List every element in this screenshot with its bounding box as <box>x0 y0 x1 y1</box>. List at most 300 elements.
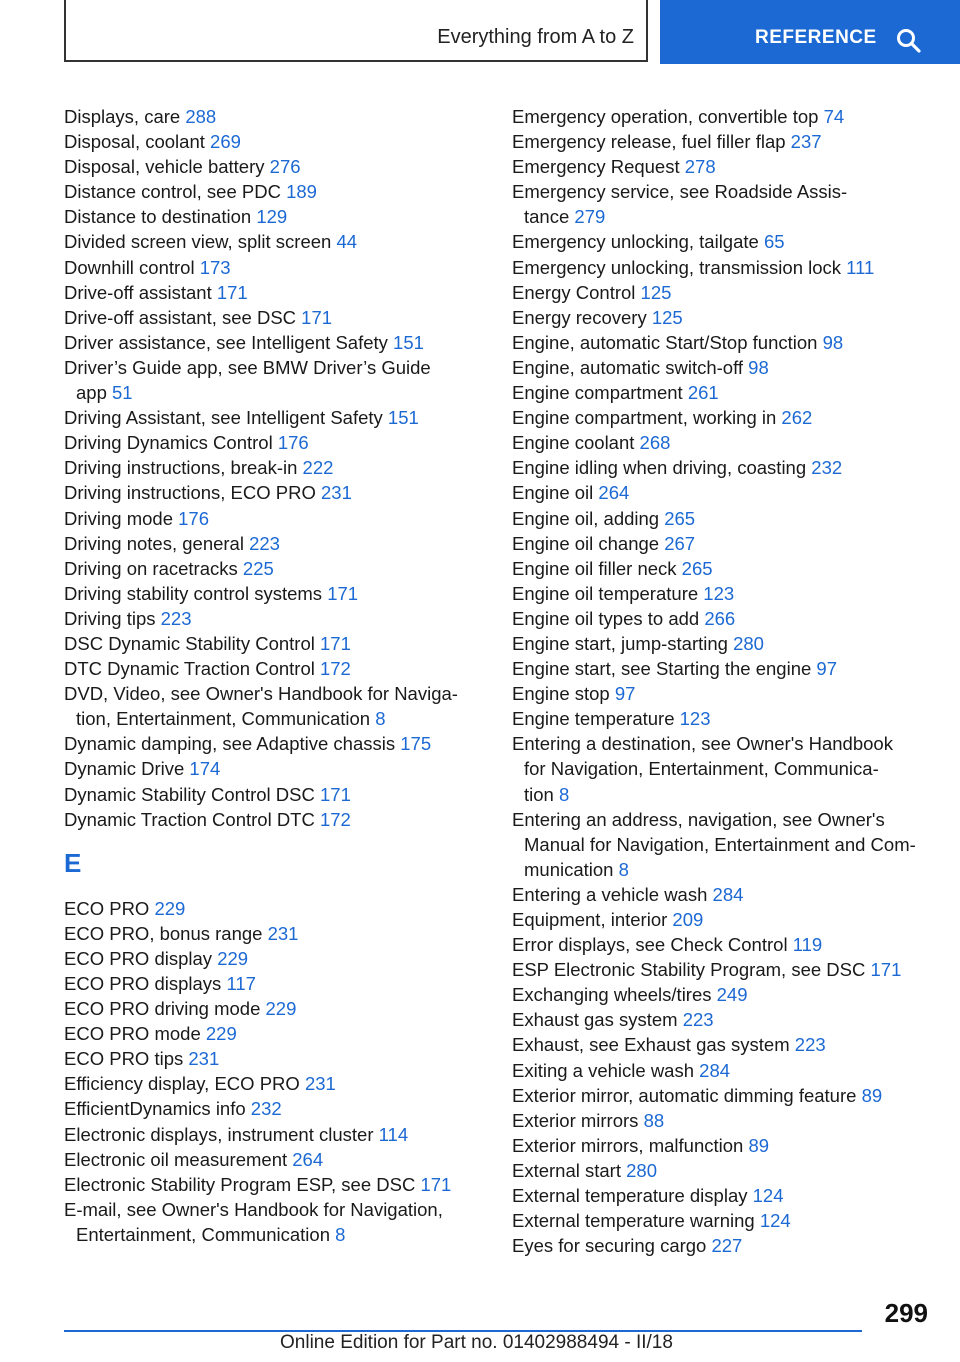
index-entry-text: tance <box>524 206 575 228</box>
index-entry <box>64 971 484 996</box>
page-link[interactable]: 124 <box>759 1210 791 1232</box>
index-entry-text: Emergency unlocking, transmission lock <box>512 256 847 278</box>
page-link[interactable]: 231 <box>321 482 352 504</box>
index-entry <box>512 129 952 154</box>
index-entry-line <box>512 430 952 455</box>
page-link[interactable]: 231 <box>188 1048 220 1070</box>
index-entry-line <box>64 807 484 832</box>
page-link[interactable]: 8 <box>618 858 629 880</box>
index-entry <box>512 405 952 430</box>
page-link[interactable]: 249 <box>716 984 748 1006</box>
index-entry-text: Exhaust, see Exhaust gas system <box>512 1034 795 1056</box>
index-entry-line <box>512 656 952 681</box>
index-entry-line <box>64 996 484 1021</box>
page-link[interactable]: 172 <box>319 658 351 680</box>
index-entry-line <box>512 882 952 907</box>
index-entry-text: tion, Entertainment, Communication <box>76 708 376 730</box>
index-entry-text: Driving on racetracks <box>64 557 243 579</box>
index-entry-text: Exterior mirrors, malfunction <box>512 1134 749 1156</box>
index-entry-line <box>512 1208 952 1233</box>
index-entry-text: ECO PRO driving mode <box>64 998 266 1020</box>
page-link[interactable]: 223 <box>249 532 280 554</box>
index-entry <box>64 731 484 756</box>
page-link[interactable]: 262 <box>781 407 813 429</box>
index-entry-line <box>512 681 952 706</box>
page-link[interactable]: 125 <box>651 306 683 328</box>
index-entry <box>64 656 484 681</box>
index-entry-line <box>512 506 952 531</box>
index-entry-line <box>64 681 484 706</box>
index-entry <box>64 480 484 505</box>
index-entry-text: Entering a destination, see Owner's Handbook <box>512 733 893 755</box>
index-entry-text: Emergency service, see Roadside Assis‐ <box>512 181 848 203</box>
page-link[interactable]: 232 <box>250 1098 282 1120</box>
index-entry-text: Eyes for securing cargo <box>512 1235 712 1257</box>
page-link[interactable]: 125 <box>640 281 672 303</box>
page-link[interactable]: 44 <box>336 231 358 253</box>
index-entry <box>64 455 484 480</box>
index-entry-text: Efficiency display, ECO PRO <box>64 1073 305 1095</box>
index-entry-line <box>512 1183 952 1208</box>
index-entry-text: Energy Control <box>512 281 641 303</box>
index-entry-line <box>64 229 484 254</box>
index-entry-line <box>512 531 952 556</box>
index-entry-text: EfficientDynamics info <box>64 1098 251 1120</box>
index-entry-text: Engine compartment <box>512 382 688 404</box>
index-entry-text: Entering an address, navigation, see Owner's <box>512 808 885 830</box>
index-entry-line <box>512 280 952 305</box>
index-entry-line <box>64 1071 484 1096</box>
index-entry-line <box>64 1096 484 1121</box>
index-entry-text: Driving stability control systems <box>64 582 328 604</box>
index-entry-text: External start <box>512 1159 627 1181</box>
index-entry <box>512 154 952 179</box>
index-entry-text: Driving Dynamics Control <box>64 432 278 454</box>
index-entry-text: Dynamic Drive <box>64 758 190 780</box>
index-entry <box>64 756 484 781</box>
page-link[interactable]: 171 <box>301 306 333 328</box>
index-entry <box>64 1046 484 1071</box>
index-entry-text: Driving notes, general <box>64 532 250 554</box>
index-entry-line <box>512 1083 952 1108</box>
index-entry <box>512 1007 952 1032</box>
page-link[interactable]: 89 <box>748 1134 770 1156</box>
page-link[interactable]: 8 <box>375 708 386 730</box>
index-entry-line <box>512 932 952 957</box>
index-entry-line <box>512 631 952 656</box>
index-entry-text: Engine oil, adding <box>512 507 665 529</box>
index-entry <box>512 355 952 380</box>
page-link[interactable]: 98 <box>748 356 769 378</box>
index-entry-text: E-mail, see Owner's Handbook for Navigation, <box>64 1198 443 1220</box>
index-entry-line <box>512 405 952 430</box>
page-link[interactable]: 119 <box>792 934 823 956</box>
index-entry-text: Driving instructions, ECO PRO <box>64 482 322 504</box>
index-entry-text: Emergency Request <box>512 156 685 178</box>
index-entry-line <box>512 907 952 932</box>
index-entry-line <box>64 330 484 355</box>
index-entry-text: Error displays, see Check Control <box>512 934 793 956</box>
page-link[interactable]: 171 <box>216 281 248 303</box>
index-entry-line <box>64 631 484 656</box>
index-entry-line <box>64 355 484 380</box>
index-entry <box>512 932 952 957</box>
index-entry-line <box>64 480 484 505</box>
page-link[interactable]: 171 <box>320 783 351 805</box>
index-entry <box>512 480 952 505</box>
index-entry <box>512 506 952 531</box>
page-link[interactable]: 267 <box>664 532 696 554</box>
index-entry-line <box>64 154 484 179</box>
index-entry-text: Manual for Navigation, Entertainment and Com‐ <box>524 833 916 855</box>
index-list-right <box>512 104 952 1258</box>
page-link[interactable]: 227 <box>711 1235 743 1257</box>
index-entry <box>512 455 952 480</box>
page-link[interactable]: 176 <box>277 432 309 454</box>
index-column-right <box>512 104 952 1258</box>
index-entry-text: Entertainment, Communication <box>76 1223 336 1245</box>
page-link[interactable]: 171 <box>320 632 351 654</box>
index-entry-text: Engine compartment, working in <box>512 407 782 429</box>
page-link[interactable]: 174 <box>189 758 221 780</box>
page-link[interactable]: 171 <box>870 959 902 981</box>
index-entry-line <box>512 1233 952 1258</box>
index-entry-text: ESP Electronic Stability Program, see DSC <box>512 959 871 981</box>
page-link[interactable]: 268 <box>639 432 671 454</box>
index-entry-text: Engine oil types to add <box>512 607 705 629</box>
index-entry <box>64 782 484 807</box>
index-entry-text: Exchanging wheels/tires <box>512 984 717 1006</box>
page-link[interactable]: 280 <box>626 1159 658 1181</box>
index-entry <box>512 1158 952 1183</box>
index-entry-text: Exterior mirrors <box>512 1109 644 1131</box>
page-link[interactable]: 223 <box>160 607 192 629</box>
page-link[interactable]: 65 <box>763 231 785 253</box>
index-entry-text: Emergency release, fuel filler flap <box>512 131 791 153</box>
index-entry-line <box>64 280 484 305</box>
page-link[interactable]: 114 <box>378 1123 409 1145</box>
index-entry-line <box>64 531 484 556</box>
index-entry-line <box>64 430 484 455</box>
page-link[interactable]: 176 <box>178 507 210 529</box>
index-entry-text: Engine coolant <box>512 432 640 454</box>
index-entry <box>512 430 952 455</box>
index-list-d <box>64 104 484 832</box>
index-entry <box>64 1172 484 1197</box>
index-entry-text: Entering a vehicle wash <box>512 883 713 905</box>
index-entry-text: Driving mode <box>64 507 179 529</box>
page-link[interactable]: 229 <box>217 947 249 969</box>
index-entry <box>64 305 484 330</box>
index-entry-line <box>64 179 484 204</box>
page-link[interactable]: 222 <box>302 457 334 479</box>
index-entry-text: munication <box>524 858 619 880</box>
index-entry <box>512 1108 952 1133</box>
index-entry-line <box>512 104 952 129</box>
page-link[interactable]: 97 <box>816 658 837 680</box>
index-entry <box>64 631 484 656</box>
index-entry-line <box>64 581 484 606</box>
page-number: 299 <box>884 1298 928 1328</box>
page-link[interactable]: 225 <box>242 557 274 579</box>
index-entry <box>512 531 952 556</box>
index-entry-text: Divided screen view, split screen <box>64 231 337 253</box>
index-entry-text: Driver’s Guide app, see BMW Driver’s Guide <box>64 356 431 378</box>
index-entry <box>512 1183 952 1208</box>
index-entry-text: External temperature display <box>512 1185 753 1207</box>
index-entry-line <box>512 556 952 581</box>
index-entry-text: Driving tips <box>64 607 161 629</box>
page-link[interactable]: 231 <box>267 922 299 944</box>
index-entry-line <box>64 1172 484 1197</box>
index-entry-line <box>512 380 952 405</box>
index-entry-line <box>64 1147 484 1172</box>
index-entry-text: app <box>76 382 113 404</box>
index-entry-text: Engine oil <box>512 482 599 504</box>
index-entry-text: Engine stop <box>512 683 615 705</box>
index-entry-text: ECO PRO tips <box>64 1048 189 1070</box>
index-entry-line <box>512 581 952 606</box>
index-entry-text: ECO PRO display <box>64 947 218 969</box>
index-entry <box>512 1032 952 1057</box>
index-entry-line <box>64 782 484 807</box>
index-entry-line <box>64 556 484 581</box>
index-entry-line <box>64 1046 484 1071</box>
index-entry <box>64 129 484 154</box>
index-entry <box>64 330 484 355</box>
page-link[interactable]: 264 <box>292 1148 324 1170</box>
index-entry <box>512 1058 952 1083</box>
index-entry <box>64 896 484 921</box>
page-link[interactable]: 123 <box>679 708 711 730</box>
index-column-left <box>64 104 484 1247</box>
index-entry-continuation <box>512 204 952 229</box>
index-entry-line <box>64 1197 484 1222</box>
index-entry-line <box>64 921 484 946</box>
index-entry <box>64 1071 484 1096</box>
index-entry <box>512 1233 952 1258</box>
index-entry <box>512 305 952 330</box>
index-entry <box>512 330 952 355</box>
index-entry-line <box>64 896 484 921</box>
index-entry <box>64 255 484 280</box>
index-entry <box>512 957 952 982</box>
index-entry-line <box>512 355 952 380</box>
index-entry <box>512 179 952 229</box>
page-link[interactable]: 209 <box>672 909 704 930</box>
index-entry-line <box>64 506 484 531</box>
page-link[interactable]: 278 <box>684 156 716 178</box>
index-entry <box>64 154 484 179</box>
index-entry <box>512 631 952 656</box>
index-entry-line <box>512 606 952 631</box>
index-entry-line <box>512 480 952 505</box>
index-entry <box>512 731 952 806</box>
index-entry-line <box>64 731 484 756</box>
page-link[interactable]: 189 <box>286 181 317 203</box>
index-entry <box>512 556 952 581</box>
index-entry-text: Engine start, see Starting the engine <box>512 658 817 680</box>
index-entry-line <box>64 405 484 430</box>
index-entry-line <box>64 104 484 129</box>
index-entry-line <box>512 229 952 254</box>
index-entry-continuation <box>512 782 952 807</box>
page-link[interactable]: 98 <box>822 331 844 353</box>
page-link[interactable]: 269 <box>210 131 241 153</box>
index-entry-text: Exiting a vehicle wash <box>512 1059 700 1081</box>
index-entry <box>512 681 952 706</box>
index-entry <box>512 606 952 631</box>
index-entry-text: ECO PRO, bonus range <box>64 922 268 944</box>
page-link[interactable]: 173 <box>199 256 231 278</box>
index-entry <box>64 681 484 731</box>
index-entry-line <box>64 129 484 154</box>
page-link[interactable]: 288 <box>185 106 217 127</box>
index-entry-line <box>64 255 484 280</box>
index-entry <box>64 556 484 581</box>
index-entry-continuation <box>512 832 952 857</box>
index-entry <box>64 996 484 1021</box>
index-entry <box>64 1197 484 1247</box>
page-link[interactable]: 74 <box>823 106 845 127</box>
index-entry-line <box>512 807 952 832</box>
page-link[interactable]: 265 <box>681 557 713 579</box>
page-link[interactable]: 223 <box>682 1009 714 1031</box>
index-entry-line <box>512 179 952 204</box>
index-entry-line <box>64 1122 484 1147</box>
page-link[interactable]: 284 <box>712 883 744 905</box>
index-entry <box>64 204 484 229</box>
page-link[interactable]: 129 <box>256 206 288 228</box>
index-entry-line <box>512 305 952 330</box>
index-entry-text: Emergency unlocking, tailgate <box>512 231 764 253</box>
index-entry-line <box>512 154 952 179</box>
index-entry-text: Downhill control <box>64 256 200 278</box>
page-link[interactable]: 232 <box>811 457 843 479</box>
index-entry <box>64 355 484 405</box>
page-link[interactable]: 264 <box>598 482 630 504</box>
index-entry <box>512 104 952 129</box>
index-entry-text: ECO PRO mode <box>64 1023 206 1045</box>
index-entry-text: Engine oil temperature <box>512 582 704 604</box>
index-entry <box>64 280 484 305</box>
index-entry <box>512 581 952 606</box>
page-link[interactable]: 229 <box>265 998 297 1020</box>
index-entry-line <box>512 731 952 756</box>
index-entry <box>512 229 952 254</box>
page-link[interactable]: 88 <box>643 1109 665 1131</box>
index-entry <box>64 531 484 556</box>
page-link[interactable]: 117 <box>226 973 256 994</box>
page-link[interactable]: 261 <box>687 382 719 404</box>
index-entry-continuation <box>512 756 952 781</box>
page-link[interactable]: 123 <box>703 582 735 604</box>
index-entry-text: Electronic Stability Program ESP, see DSC <box>64 1173 421 1195</box>
index-entry-text: Energy recovery <box>512 306 652 328</box>
index-entry-line <box>512 1058 952 1083</box>
index-entry <box>64 807 484 832</box>
page-link[interactable]: 276 <box>269 156 301 178</box>
page-link[interactable]: 279 <box>574 206 606 228</box>
index-entry-line <box>64 971 484 996</box>
page-link[interactable]: 51 <box>112 382 133 404</box>
reference-tab[interactable] <box>660 0 960 64</box>
index-entry-line <box>512 255 952 280</box>
index-entry-text: Dynamic Traction Control DTC <box>64 808 320 830</box>
footer-edition: Online Edition for Part no. 01402988494 - II/18 <box>280 1332 673 1353</box>
page-link[interactable]: 229 <box>205 1023 237 1045</box>
page-link[interactable]: 151 <box>387 407 419 429</box>
index-entry-text: Engine oil filler neck <box>512 557 682 579</box>
page-link[interactable]: 124 <box>752 1185 784 1207</box>
index-entry-line <box>512 957 952 982</box>
index-entry <box>64 921 484 946</box>
index-entry-line <box>64 1021 484 1046</box>
page-link[interactable]: 171 <box>327 582 359 604</box>
page-link[interactable]: 265 <box>664 507 696 529</box>
page-link[interactable]: 175 <box>400 733 432 755</box>
index-entry <box>512 807 952 882</box>
index-entry <box>64 405 484 430</box>
page-link[interactable]: 223 <box>794 1034 826 1056</box>
page-link[interactable]: 231 <box>304 1073 336 1095</box>
index-entry-text: Equipment, interior <box>512 909 673 930</box>
index-entry-text: ECO PRO <box>64 897 155 919</box>
page-link[interactable]: 229 <box>154 897 186 919</box>
index-entry-line <box>512 1158 952 1183</box>
page-link[interactable]: 97 <box>614 683 636 705</box>
index-entry <box>64 179 484 204</box>
index-entry <box>64 430 484 455</box>
index-entry-line <box>512 1032 952 1057</box>
page-link[interactable]: 151 <box>393 331 424 353</box>
page-link[interactable]: 111 <box>846 256 875 278</box>
page-link[interactable]: 237 <box>790 131 822 153</box>
index-list-e <box>64 896 484 1247</box>
index-entry-text: Engine idling when driving, coasting <box>512 457 812 479</box>
page-link[interactable]: 8 <box>335 1223 346 1245</box>
index-entry-text: Driving instructions, break-in <box>64 457 303 479</box>
page-link[interactable]: 172 <box>319 808 351 830</box>
index-entry-continuation <box>64 1222 484 1247</box>
index-entry <box>512 982 952 1007</box>
page-link[interactable]: 284 <box>699 1059 731 1081</box>
index-entry-line <box>512 1007 952 1032</box>
index-entry-text: External temperature warning <box>512 1210 760 1232</box>
index-entry-line <box>512 706 952 731</box>
index-entry-text: Electronic oil measurement <box>64 1148 293 1170</box>
index-entry-text: Engine, automatic switch-off <box>512 356 749 378</box>
index-entry <box>64 104 484 129</box>
index-entry <box>512 1083 952 1108</box>
index-entry <box>512 656 952 681</box>
index-entry-line <box>512 129 952 154</box>
page-link[interactable]: 266 <box>704 607 736 629</box>
index-entry-continuation <box>512 857 952 882</box>
page-link[interactable]: 171 <box>420 1173 452 1195</box>
index-entry <box>512 1208 952 1233</box>
page-link[interactable]: 280 <box>733 632 764 654</box>
page-link[interactable]: 8 <box>558 783 570 805</box>
search-icon[interactable] <box>896 28 922 54</box>
index-entry-line <box>64 606 484 631</box>
page-link[interactable]: 89 <box>861 1084 883 1106</box>
index-entry-text: Driver assistance, see Intelligent Safety <box>64 331 394 353</box>
index-entry-text: Electronic displays, instrument cluster <box>64 1123 379 1145</box>
index-entry <box>512 280 952 305</box>
index-entry-line <box>64 305 484 330</box>
index-entry <box>512 706 952 731</box>
